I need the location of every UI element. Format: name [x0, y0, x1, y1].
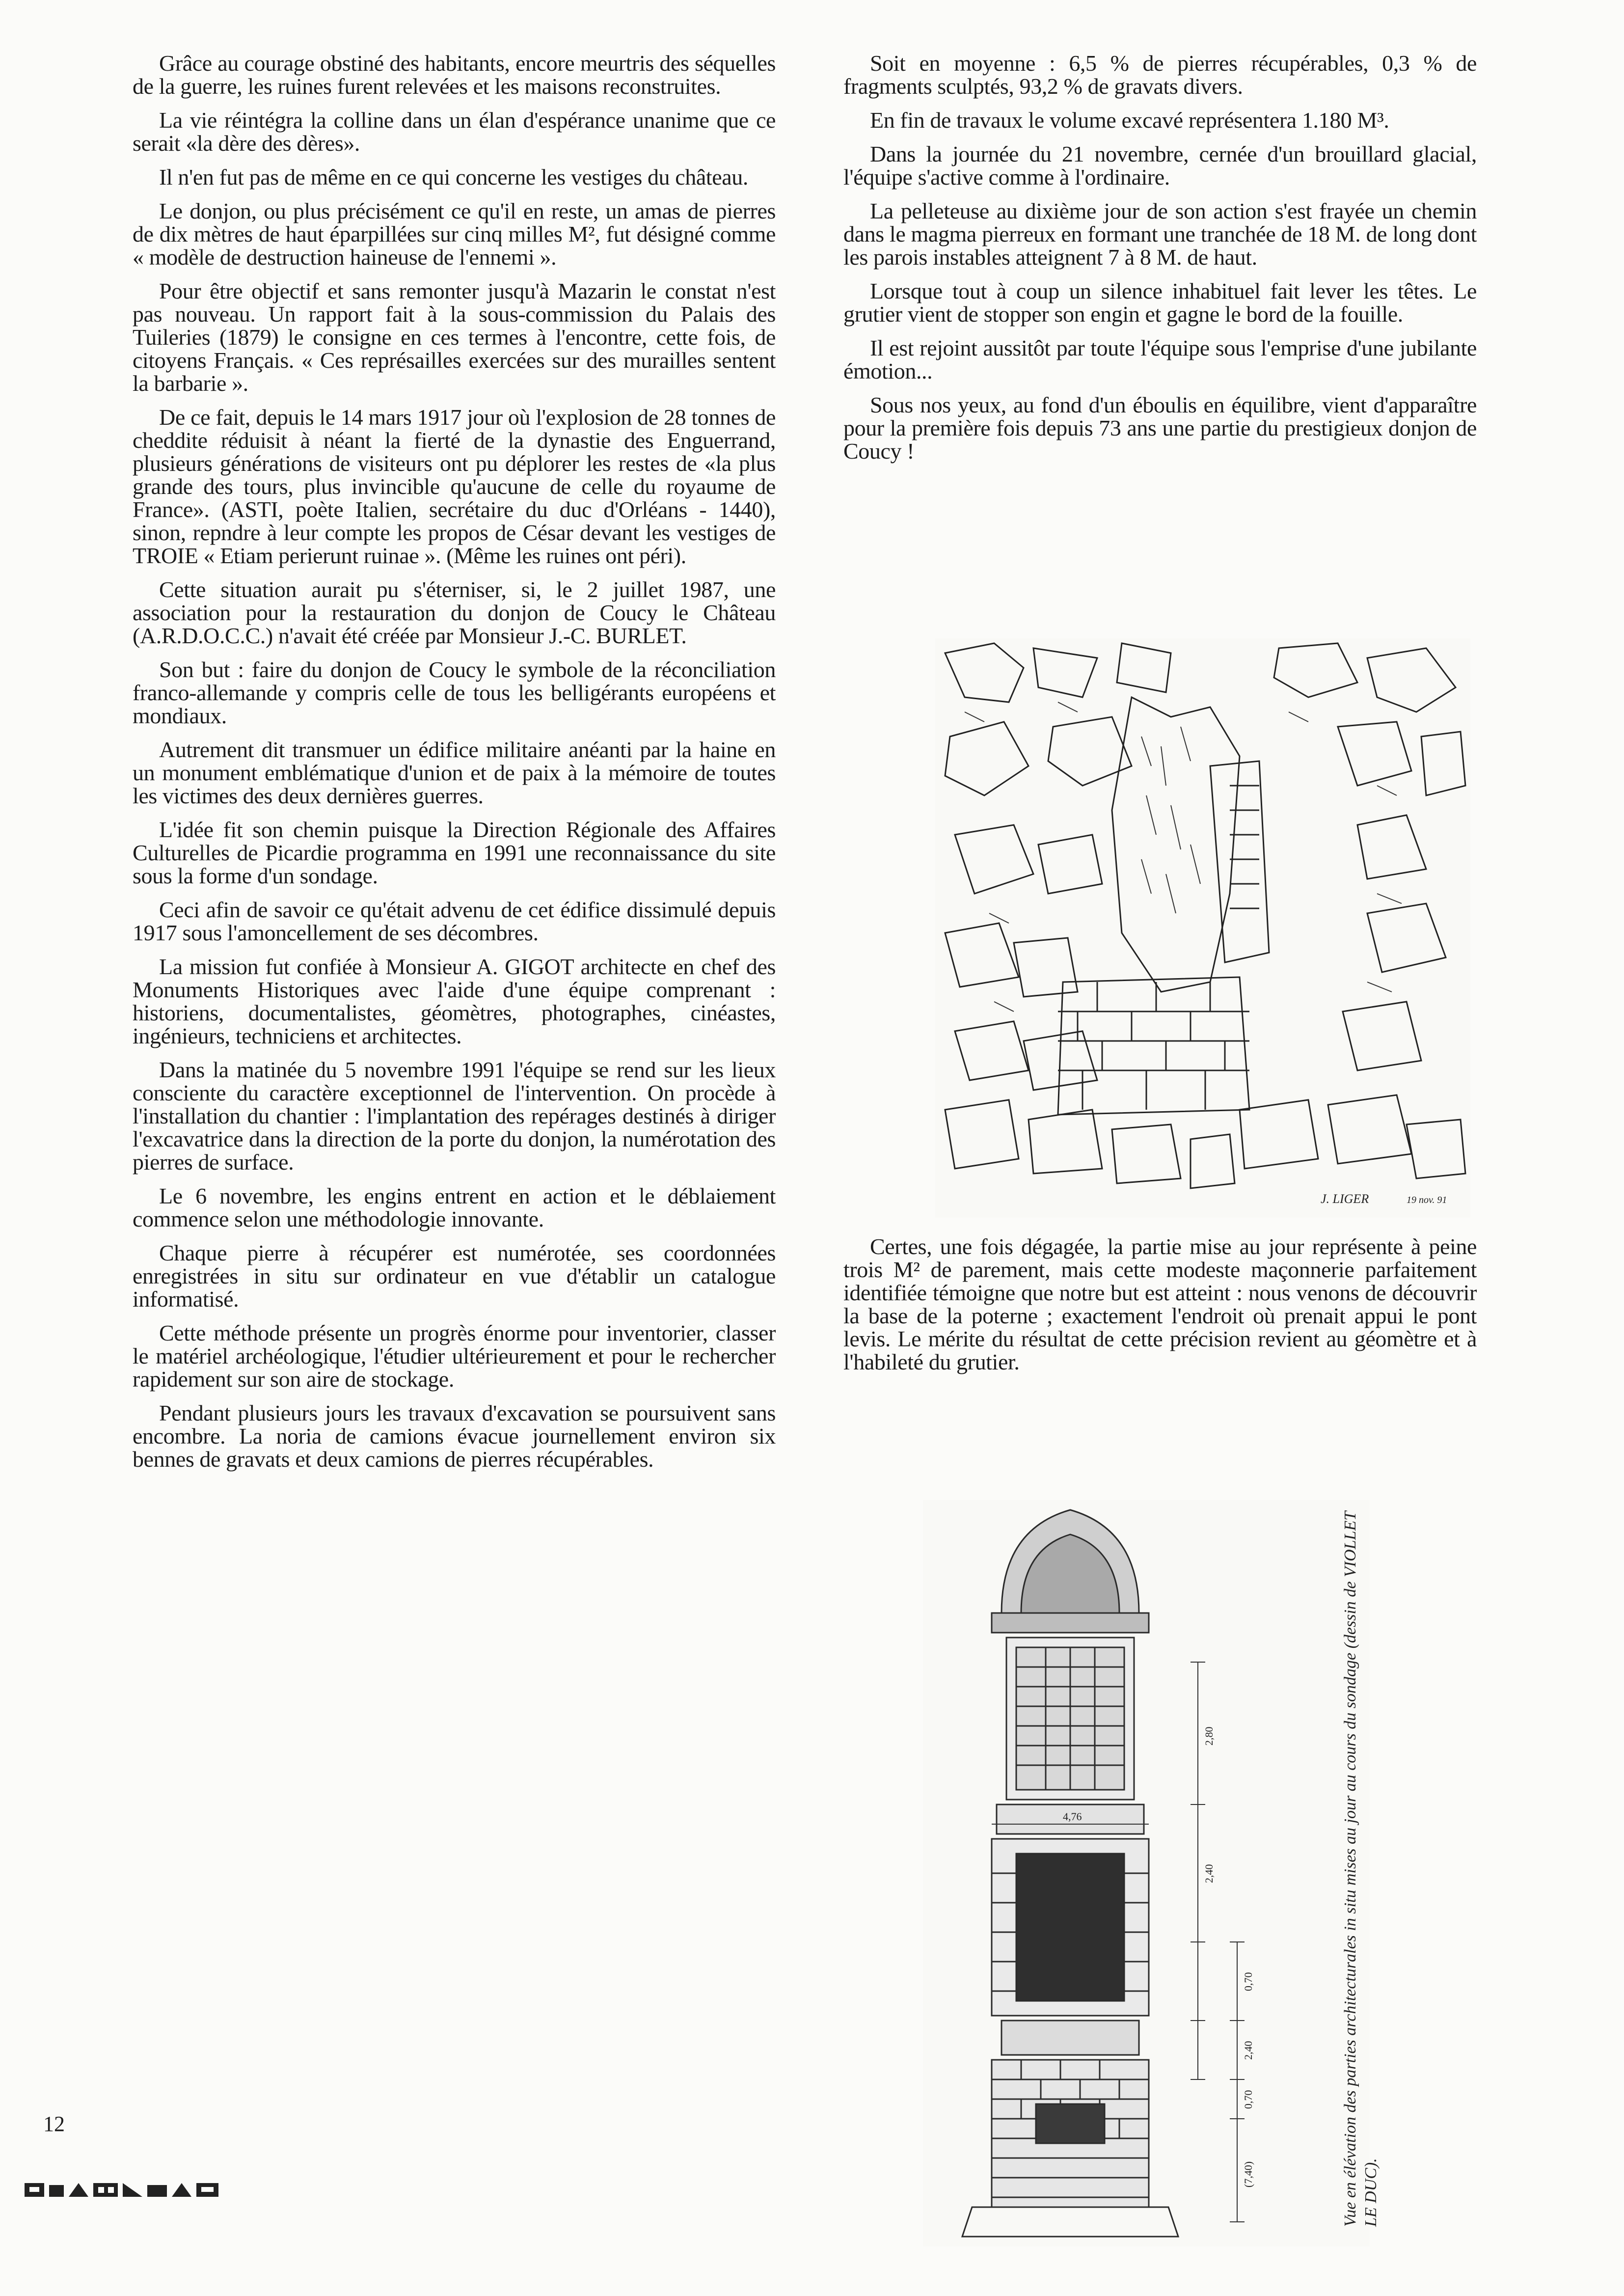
rubble-sketch-drawing [935, 638, 1470, 1218]
rubble-sketch-illustration [935, 638, 1470, 1218]
paragraph: Le donjon, ou plus précisément ce qu'il en reste, un amas de pierres de dix mètres de haut éparpillées sur cinq milles M², fut désigné comme « modèle de destruction haineuse de l'ennemi ». [133, 198, 776, 270]
paragraph: Son but : faire du donjon de Coucy le symbole de la réconciliation franco-allemande y compris celle de tous les belligérants européens et mondiaux. [133, 657, 776, 728]
paragraph: Dans la matinée du 5 novembre 1991 l'équipe se rend sur les lieux consciente du caractère exceptionnel de l'intervention. On procède à l'installation du chantier : l'implantation des repérages destinés à diriger l'excavatrice dans la direction de la porte du donjon, la numérotation des pierres de surface. [133, 1057, 776, 1175]
paragraph: La vie réintégra la colline dans un élan d'espérance unanime que ce serait «la dère des dères». [133, 108, 776, 156]
paragraph: Grâce au courage obstiné des habitants, encore meurtris des séquelles de la guerre, les ruines furent relevées et les maisons reconstruites. [133, 51, 776, 99]
page-number: 12 [43, 2112, 65, 2136]
dim-label: 2,40 [1203, 1864, 1215, 1883]
rubble-date: 19 nov. 91 [1407, 1195, 1447, 1205]
paragraph: La mission fut confiée à Monsieur A. GIGOT architecte en chef des Monuments Historiques avec l'aide d'une équipe comprenant : historiens, documentalistes, géomètres, photographes, cinéastes, ingénieurs, techniciens et architectes. [133, 954, 776, 1048]
paragraph: Certes, une fois dégagée, la partie mise au jour représente à peine trois M² de parement, mais cette modeste maçonnerie parfaitement identifiée témoigne que notre but est atteint : nous venons de découvrir la base de la poterne ; exactement l'endroit où prenait appui le pont levis. Le mérite du résultat de cette précision revient au géomètre et à l'habileté du grutier. [843, 1234, 1477, 1374]
paragraph: Cette méthode présente un progrès énorme pour inventorier, classer le matériel archéologique, l'étudier ultérieurement et pour le rechercher rapidement sur son aire de stockage. [133, 1320, 776, 1392]
paragraph: De ce fait, depuis le 14 mars 1917 jour où l'explosion de 28 tonnes de cheddite réduisit à néant la fierté de la dynastie des Enguerrand, plusieurs générations de visiteurs ont pu déplorer les restes de «la plus grande des tours, plus invincible qu'aucune de celle du royaume de France». (ASTI, poète Italien, secrétaire du duc d'Orléans - 1440), sinon, repndre à leur compte les propos de César devant les vestiges de TROIE « Etiam perierunt ruinae ». (Même les ruines ont péri). [133, 405, 776, 568]
paragraph: Lorsque tout à coup un silence inhabituel fait lever les têtes. Le grutier vient de stopper son engin et gagne le bord de la fouille. [843, 278, 1477, 327]
publisher-logo-strip [25, 2180, 221, 2200]
dim-label: 0,70 [1242, 2090, 1254, 2109]
paragraph: Il n'en fut pas de même en ce qui concerne les vestiges du château. [159, 164, 748, 190]
paragraph: Cette situation aurait pu s'éterniser, si, le 2 juillet 1987, une association pour la restauration du donjon de Coucy le Château (A.R.D.O.C.C.) n'avait été créée par Monsieur J.-C. BURLET. [133, 577, 776, 648]
paragraph: En fin de travaux le volume excavé représentera 1.180 M³. [870, 108, 1389, 133]
rubble-signature: J. LIGER [1321, 1192, 1369, 1206]
paragraph: Autrement dit transmuer un édifice militaire anéanti par la haine en un monument emblématique d'union et de paix à la mémoire de toutes les victimes des deux dernières guerres. [133, 737, 776, 808]
paragraph: Pour être objectif et sans remonter jusqu'à Mazarin le constat n'est pas nouveau. Un rapport fait à la sous-commission du Palais des Tuileries (1879) le consigne en ces termes à l'encontre, cette fois, de citoyens Français. « Ces représailles exercées sur des murailles sentent la barbarie ». [133, 278, 776, 396]
dim-label: (7,40) [1242, 2161, 1254, 2187]
paragraph: Dans la journée du 21 novembre, cernée d'un brouillard glacial, l'équipe s'active comme à l'ordinaire. [843, 141, 1477, 190]
elevation-caption: Vue en élévation des parties architecturales in situ mises au jour au cours du sondage (dessin de VIOLLET LE DUC). [1341, 1511, 1380, 2227]
paragraph: Ceci afin de savoir ce qu'était advenu de cet édifice dissimulé depuis 1917 sous l'amoncellement de ses décombres. [133, 897, 776, 945]
dim-label: 4,76 [1063, 1810, 1082, 1823]
dim-label: 0,70 [1242, 1972, 1254, 1991]
paragraph: Le 6 novembre, les engins entrent en action et le déblaiement commence selon une méthodologie innovante. [133, 1183, 776, 1231]
paragraph: Soit en moyenne : 6,5 % de pierres récupérables, 0,3 % de fragments sculptés, 93,2 % de gravats divers. [843, 51, 1477, 99]
paragraph: Il est rejoint aussitôt par toute l'équipe sous l'emprise d'une jubilante émotion... [843, 335, 1477, 383]
elevation-drawing-illustration [923, 1500, 1370, 2246]
paragraph: Pendant plusieurs jours les travaux d'excavation se poursuivent sans encombre. La noria de camions évacue journellement environ six bennes de gravats et deux camions de pierres récupérables. [133, 1400, 776, 1472]
right-column-top [843, 52, 1477, 473]
dim-label: 2,40 [1242, 2041, 1254, 2060]
elevation-drawing [923, 1500, 1370, 2246]
dim-label: 2,80 [1203, 1726, 1215, 1746]
paragraph: L'idée fit son chemin puisque la Direction Régionale des Affaires Culturelles de Picardie programma en 1991 une reconnaissance du site sous la forme d'un sondage. [133, 817, 776, 888]
paragraph: La pelleteuse au dixième jour de son action s'est frayée un chemin dans le magma pierreux en formant une tranchée de 18 M. de long dont les parois instables atteignent 7 à 8 M. de haut. [843, 198, 1477, 270]
right-column-bottom [843, 1235, 1477, 1384]
paragraph: Chaque pierre à récupérer est numérotée, ses coordonnées enregistrées in situ sur ordinateur en vue d'établir un catalogue informatisé. [133, 1240, 776, 1312]
left-column [133, 52, 776, 1481]
paragraph: Sous nos yeux, au fond d'un éboulis en équilibre, vient d'apparaître pour la première fois depuis 73 ans une partie du prestigieux donjon de Coucy ! [843, 392, 1477, 464]
